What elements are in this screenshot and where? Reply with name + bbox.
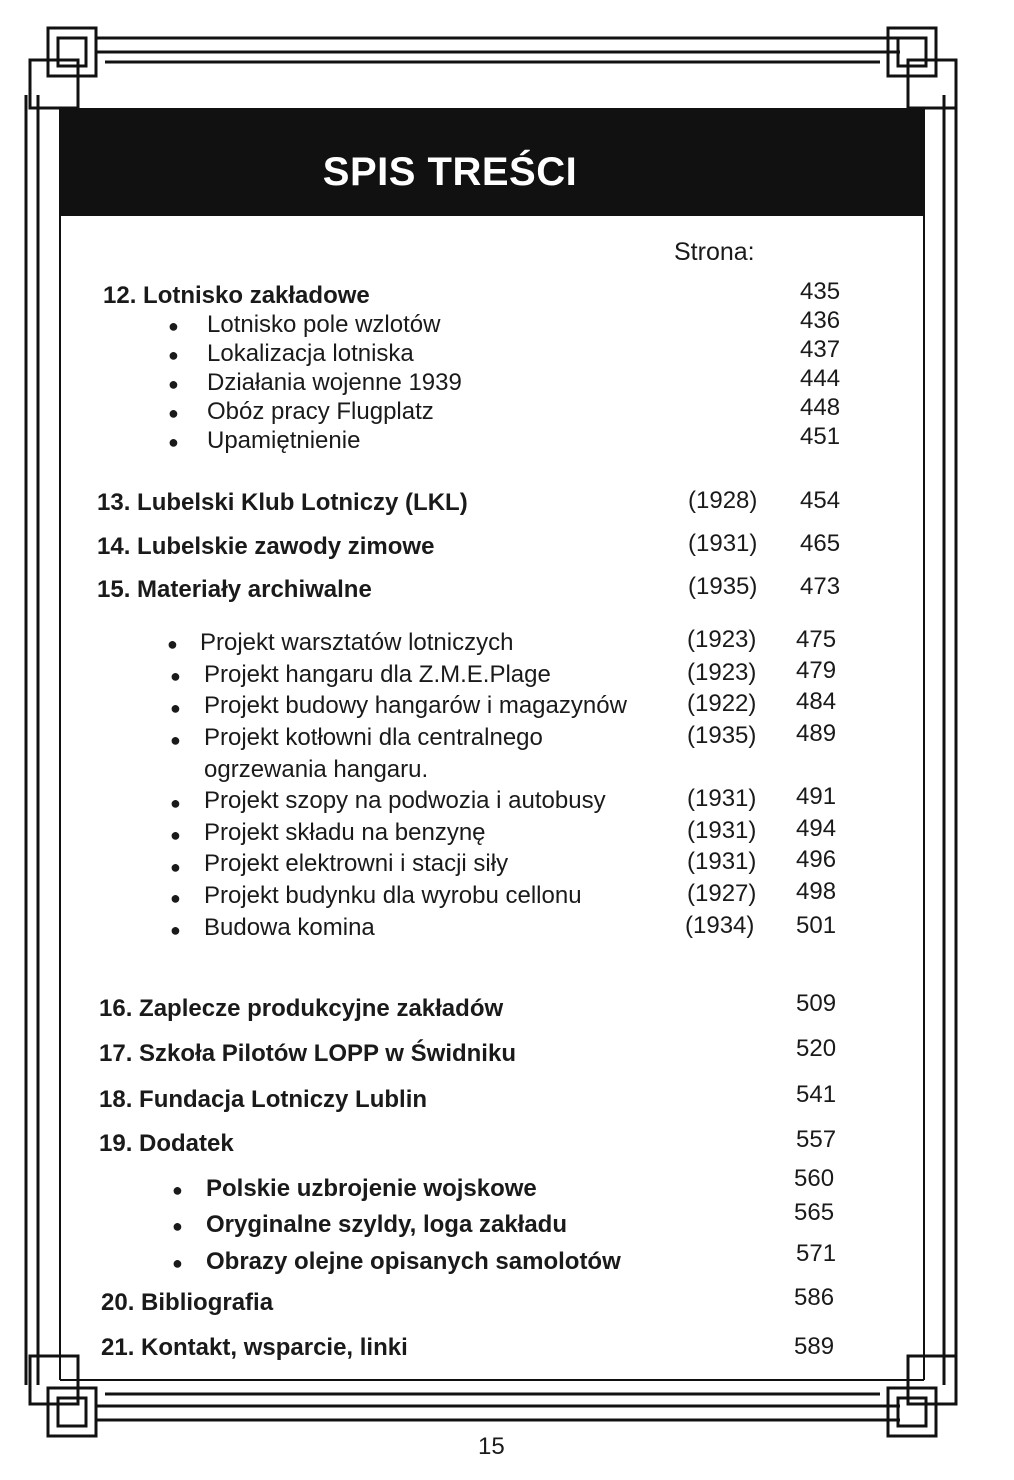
bullet-icon: ●	[168, 432, 179, 452]
toc-page-number: 436	[800, 307, 841, 334]
toc-section-title[interactable]: 15. Materiały archiwalne	[97, 576, 372, 603]
toc-page-number: 484	[796, 688, 837, 715]
toc-year: (1923)	[687, 659, 757, 686]
toc-subitem-title[interactable]: Projekt budynku dla wyrobu cellonu	[204, 882, 582, 909]
bullet-icon: ●	[172, 1253, 183, 1273]
bullet-icon: ●	[168, 403, 179, 423]
bullet-icon: ●	[170, 730, 181, 750]
toc-subitem-title[interactable]: Lokalizacja lotniska	[207, 340, 414, 367]
toc-section-title[interactable]: 13. Lubelski Klub Lotniczy (LKL)	[97, 489, 468, 516]
toc-page-number: 465	[800, 530, 841, 557]
bullet-icon: ●	[170, 888, 181, 908]
bullet-icon: ●	[168, 374, 179, 394]
bullet-icon: ●	[170, 698, 181, 718]
toc-page-number: 475	[796, 626, 837, 653]
toc-year: (1935)	[688, 573, 758, 600]
bullet-icon: ●	[168, 316, 179, 336]
toc-page-number: 489	[796, 720, 837, 747]
toc-page-number: 496	[796, 846, 837, 873]
toc-year: (1923)	[687, 626, 757, 653]
toc-section-title[interactable]: 19. Dodatek	[99, 1130, 234, 1157]
bullet-icon: ●	[172, 1216, 183, 1236]
toc-subitem-title[interactable]: Lotnisko pole wzlotów	[207, 311, 441, 338]
toc-subitem-title[interactable]: Oryginalne szyldy, loga zakładu	[206, 1211, 567, 1238]
toc-page-number: 589	[794, 1333, 835, 1360]
toc-page-number: 509	[796, 990, 837, 1017]
page-title: SPIS TREŚCI	[322, 150, 578, 194]
toc-year: (1928)	[688, 487, 758, 514]
toc-subitem-title[interactable]: Projekt warsztatów lotniczych	[200, 629, 514, 656]
toc-subitem-title[interactable]: Projekt szopy na podwozia i autobusy	[204, 787, 606, 814]
toc-year: (1922)	[687, 690, 757, 717]
bullet-icon: ●	[170, 825, 181, 845]
bullet-icon: ●	[170, 666, 181, 686]
toc-page-number: 501	[796, 912, 837, 939]
toc-page-number: 479	[796, 657, 837, 684]
toc-page-number: 491	[796, 783, 837, 810]
toc-page-number: 444	[800, 365, 841, 392]
toc-year: (1927)	[687, 880, 757, 907]
toc-subitem-title[interactable]: Działania wojenne 1939	[207, 369, 462, 396]
toc-page-number: 565	[794, 1199, 835, 1226]
toc-subitem-title[interactable]: Projekt elektrowni i stacji siły	[204, 850, 509, 877]
bullet-icon: ●	[170, 920, 181, 940]
toc-subitem-title-continued[interactable]: ogrzewania hangaru.	[204, 756, 429, 783]
toc-year: (1931)	[687, 817, 757, 844]
toc-subitem-title[interactable]: Obóz pracy Flugplatz	[207, 398, 434, 425]
bullet-icon: ●	[168, 345, 179, 365]
toc-year: (1934)	[685, 912, 755, 939]
toc-section-title[interactable]: 14. Lubelskie zawody zimowe	[97, 533, 435, 560]
toc-page-number: 520	[796, 1035, 837, 1062]
toc-page-number: 435	[800, 278, 841, 305]
toc-section-title[interactable]: 12. Lotnisko zakładowe	[103, 282, 370, 309]
toc-page-number: 454	[800, 487, 841, 514]
toc-subitem-title[interactable]: Projekt budowy hangarów i magazynów	[204, 692, 627, 719]
toc-year: (1931)	[688, 530, 758, 557]
toc-page-number: 586	[794, 1284, 835, 1311]
toc-page-number: 557	[796, 1126, 837, 1153]
toc-section-title[interactable]: 20. Bibliografia	[101, 1289, 274, 1316]
bullet-icon: ●	[167, 634, 178, 654]
toc-page-number: 451	[800, 423, 841, 450]
toc-page-number: 498	[796, 878, 837, 905]
toc-page-number: 560	[794, 1165, 835, 1192]
toc-subitem-title[interactable]: Budowa komina	[204, 914, 375, 941]
footer-page-number: 15	[478, 1433, 505, 1460]
toc-subitem-title[interactable]: Projekt kotłowni dla centralnego	[204, 724, 543, 751]
toc-year: (1931)	[687, 848, 757, 875]
bullet-icon: ●	[170, 793, 181, 813]
bullet-icon: ●	[172, 1180, 183, 1200]
toc-section-title[interactable]: 17. Szkoła Pilotów LOPP w Świdniku	[99, 1040, 516, 1067]
toc-subitem-title[interactable]: Polskie uzbrojenie wojskowe	[206, 1175, 537, 1202]
toc-year: (1935)	[687, 722, 757, 749]
toc-year: (1931)	[687, 785, 757, 812]
toc-section-title[interactable]: 18. Fundacja Lotniczy Lublin	[99, 1086, 428, 1113]
toc-page-number: 448	[800, 394, 841, 421]
toc-page-number: 571	[796, 1240, 837, 1267]
bullet-icon: ●	[170, 857, 181, 877]
toc-page-number: 541	[796, 1081, 837, 1108]
toc-section-title[interactable]: 16. Zaplecze produkcyjne zakładów	[99, 995, 504, 1022]
page-column-label: Strona:	[674, 238, 755, 266]
toc-subitem-title[interactable]: Obrazy olejne opisanych samolotów	[206, 1248, 621, 1275]
toc-section-title[interactable]: 21. Kontakt, wsparcie, linki	[101, 1334, 408, 1361]
toc-subitem-title[interactable]: Upamiętnienie	[207, 427, 361, 454]
toc-subitem-title[interactable]: Projekt hangaru dla Z.M.E.Plage	[204, 661, 551, 688]
toc-page-number: 494	[796, 815, 837, 842]
toc-page-number: 437	[800, 336, 841, 363]
toc-page-number: 473	[800, 573, 841, 600]
toc-subitem-title[interactable]: Projekt składu na benzynę	[204, 819, 486, 846]
